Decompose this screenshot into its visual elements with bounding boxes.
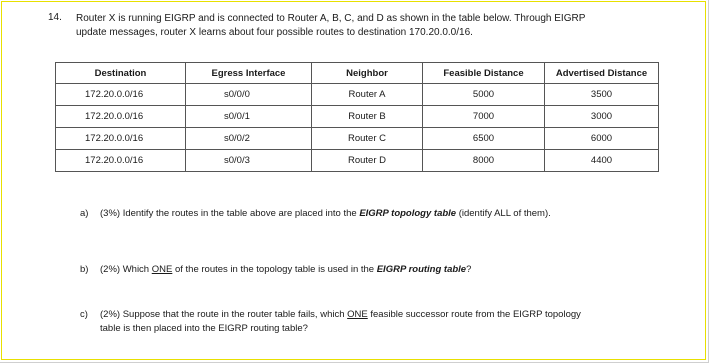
part-a-text-post: (identify ALL of them). <box>456 208 551 219</box>
table-row <box>56 128 659 150</box>
table-row <box>56 84 659 106</box>
header-advertised-distance: Advertised Distance <box>545 63 659 84</box>
part-c-underline: ONE <box>347 309 368 320</box>
cell-neighbor: Router B <box>312 106 423 128</box>
question-number: 14. <box>48 12 62 23</box>
cell-destination: 172.20.0.0/16 <box>56 106 186 128</box>
table-header-row <box>56 63 659 84</box>
cell-advertised-distance: 3000 <box>545 106 659 128</box>
part-b-text-mid: of the routes in the topology table is used in the <box>172 264 377 275</box>
cell-destination: 172.20.0.0/16 <box>56 84 186 106</box>
cell-neighbor: Router C <box>312 128 423 150</box>
part-c-line-2: table is then placed into the EIGRP routing table? <box>100 323 308 334</box>
question-text <box>76 12 676 40</box>
cell-neighbor: Router A <box>312 84 423 106</box>
question-line-1: Router X is running EIGRP and is connected to Router A, B, C, and D as shown in the table below. Through EIGRP <box>76 13 586 24</box>
part-b-underline: ONE <box>151 264 173 275</box>
question-line-2: update messages, router X learns about four possible routes to destination 170.20.0.0/16. <box>76 27 473 38</box>
part-b <box>80 263 471 277</box>
cell-egress-interface: s0/0/0 <box>186 84 312 106</box>
part-b-letter: b) <box>80 264 89 275</box>
header-feasible-distance: Feasible Distance <box>423 63 545 84</box>
part-b-text-post: ? <box>466 264 472 275</box>
part-b-text-pre: (2%) Which <box>100 264 152 275</box>
cell-destination: 172.20.0.0/16 <box>56 150 186 172</box>
part-a-emphasis: EIGRP topology table <box>359 208 457 219</box>
cell-advertised-distance: 4400 <box>545 150 659 172</box>
cell-egress-interface: s0/0/2 <box>186 128 312 150</box>
page-frame <box>1 1 706 360</box>
part-c-text-pre: (2%) Suppose that the route in the router table fails, which <box>100 309 348 320</box>
part-c-letter: c) <box>80 309 88 320</box>
table-row <box>56 106 659 128</box>
header-egress-interface: Egress Interface <box>186 63 312 84</box>
part-a <box>80 207 551 221</box>
cell-egress-interface: s0/0/3 <box>186 150 312 172</box>
part-a-text-pre: (3%) Identify the routes in the table above are placed into the <box>100 208 360 219</box>
table-row <box>56 150 659 172</box>
cell-egress-interface: s0/0/1 <box>186 106 312 128</box>
part-c-text-post: feasible successor route from the EIGRP topology <box>367 309 581 320</box>
cell-advertised-distance: 6000 <box>545 128 659 150</box>
cell-feasible-distance: 5000 <box>423 84 545 106</box>
routes-table <box>55 62 659 172</box>
header-neighbor: Neighbor <box>312 63 423 84</box>
cell-feasible-distance: 6500 <box>423 128 545 150</box>
cell-feasible-distance: 7000 <box>423 106 545 128</box>
cell-advertised-distance: 3500 <box>545 84 659 106</box>
header-destination: Destination <box>56 63 186 84</box>
part-c <box>80 308 581 336</box>
cell-destination: 172.20.0.0/16 <box>56 128 186 150</box>
part-a-letter: a) <box>80 208 89 219</box>
cell-neighbor: Router D <box>312 150 423 172</box>
part-c-line-1 <box>80 308 581 322</box>
cell-feasible-distance: 8000 <box>423 150 545 172</box>
part-b-emphasis: EIGRP routing table <box>376 264 467 275</box>
